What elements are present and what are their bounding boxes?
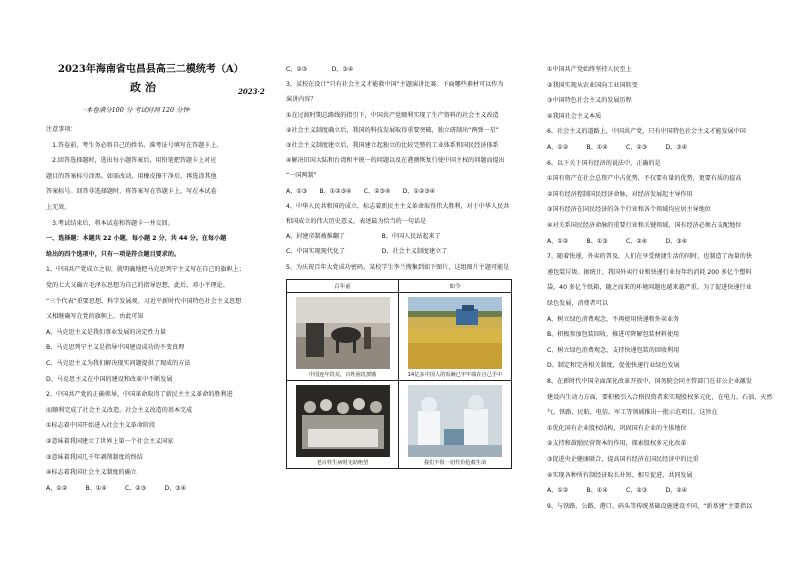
text-line: ②意味着我国建立了世界上第一个社会主义国家 [46,438,174,445]
text-line: A、①② B、①④ C、②③ D、③④ [46,484,187,492]
caption-harvest: 14亿多中国人的饭碗已牢牢端在自己手中 [407,372,503,378]
text-line: 2、中国共产党的正确领导，中国革命取得了新民主主义革命的胜利进 [46,391,233,399]
text-line: 建设内生动力方面，要积极引入合格投资者来实现股权多元化，在电力、石油、天然 [547,393,773,401]
text-line: ④我国社会主义本质 [547,112,602,120]
text-line: 又相继确写在党的旗帜上。由此可知 [46,313,144,321]
rice-harvest-photo [408,297,502,369]
text-line: ③中国特色社会主义的发展历程 [547,97,632,105]
text-line: 而顺利完成了社会主义改造。社会主义改造的基本完成 [46,406,193,414]
subject-heading: 政治 [130,81,160,94]
text-line: ①标志着中国开始进入社会主义革命阶段 [46,422,156,430]
text-line: 3、某校在设计“只有社会主义才能救中国”主题演讲比赛。下面哪些素材可以作为 [286,81,504,89]
text-line: 题目的答案标号涂黑。如需改动，用橡皮擦干净后，再选涂其他 [46,172,217,180]
text-line: 一、选择题：本题共 22 小题，每小题 2 分，共 44 分。在每小题 [46,235,227,243]
photo-cell-famine [287,293,399,381]
text-line: C、树立绿色消费观念，支持快递包装的回收利用 [547,346,680,354]
text-line: 5、为庆祝百年大党成功密码，某校学生李兰搜集到如下图片，这组图片主题可能是 [286,263,510,271]
exam-title: 2023年海南省屯昌县高三二模统考（A） [58,64,244,75]
text-line: 给出的四个选项中，只有一项是符合题目要求的。 [46,250,181,258]
text-line: 6、以下关于国有经济的说法中，正确的是 [547,159,661,167]
text-line: 2.回答选择题时，选出每小题答案后，用铅笔把答题卡上对应 [46,157,217,165]
text-line: 党的七大又确立毛泽东思想为自己的指导思想，此后，邓小平理论、 [46,282,229,289]
text-line: 答案标号。回答非选择题时，将答案写在答题卡上，写在本试卷 [46,188,217,196]
medical-staff-photo [408,385,502,457]
table-header-past: 百年前 [287,280,399,293]
text-line: A、封建帝制被推翻了 B、中国人民站起来了 [286,233,441,241]
text-line: ①中国共产党始终坚持人民至上 [547,66,632,73]
text-line: A、①② B、①④ C、②③ D、②④ [547,487,688,495]
photo-cell-rescue [399,381,512,469]
text-line: 上无效。 [46,204,71,211]
text-line: B、积极参加包装回收，推进可降解包装材料使用 [547,331,680,339]
text-line: 8、在新时代中国全面深化改革开放中，国务院会同主管部门在非公企业激发 [547,378,752,385]
text-line: 和国成立的伟大历史意义，表述最为恰当的一句话是 [286,218,427,225]
text-line: 袋，40 多亿个纸箱，随之而来的环境问题也越来越严重。为了促进快递行业 [547,284,752,292]
text-line: ④实现各种所有制经济取长补短、相互促进、共同发展 [547,471,693,479]
text-line: ②国有经济控制国民经济命脉，对经济发展起主导作用 [547,190,693,198]
text-line: ②我国实现从农业国向工业国转变 [547,81,638,89]
text-line: A、①② B、①③ C、②④ D、③④ [547,237,688,245]
text-line: ①在过渡时期总路线的指引下，中国共产党顺利实现了生产资料的社会主义改造 [286,111,499,119]
text-line: C、马克思主义为我们解决现实问题提供了现成的方法 [46,360,191,367]
text-line: “三个代表”重要思想、科学发展观、习近平新时代中国特色社会主义思想 [46,297,242,305]
photo-cell-harvest [399,293,512,381]
caption-famine: 中国连年饥荒，百姓困饥挨饿 [308,372,377,378]
text-line: ③社会主义制度建立后，我国建立起独立的比较完整的工业体系和国民经济体系 [286,142,499,149]
text-line: ③意味着我国几千年剥削制度的终结 [46,453,143,461]
text-line: 演讲内容？ [286,96,317,104]
text-line: 1.答卷前，考生务必将自己的姓名、准考证号填写在答题卡上。 [46,141,223,149]
text-line: 3.考试结束后，将本试卷和答题卡一并交回。 [46,219,174,227]
text-line: A、①② B、①④ C、②③ D、③④ [547,144,688,151]
text-line: 气、铁路、民航、电信、军工等领域推出一批示范项目。这旨在 [547,409,718,417]
text-line: 递包装垃圾。据统计，我国外卖行业和快递行业每年约消耗 200 多亿个塑料 [547,268,752,276]
text-line: 绿色发展，消费者可以 [547,300,608,307]
text-line: ④解决旧国大陆和台湾和平统一的问题以及在港澳恢复行使中国主权的问题而提出 [286,157,505,165]
text-line: ②社会主义制度确立后，我国的科技发展取得重要突破，独立研制出“两弹一星” [286,126,499,134]
text-line: 9、与铁路、公路、港口、码头等传统基础设施建设不同，“新基建”主要指以 [547,502,753,510]
text-line: C、中国实现现代化了 D、社会主义制度建立了 [286,248,448,256]
text-line: D、制定和完善相关制度，促使快递行业绿色发展 [547,362,680,370]
text-line: 4、中华人民共和国的成立，标志着新民主主义革命取得伟大胜利，对于中华人民共 [286,202,510,210]
text-line: ③国有经济在国民经济的各个行业和各个领域均应居主导地位 [547,206,711,214]
exam-date: 2023·2 [238,87,265,96]
farmer-ox-photo [296,297,390,369]
caption-sick: 老百姓生病时无助绝望 [316,460,369,466]
text-line: “一国两制” [286,172,317,180]
text-line: A、马克思主义是我们事业发展的决定性力量 [46,328,166,336]
text-line: 7、随着快递、外卖的普及，人们在享受便捷生活的同时，也制造了海量的快 [547,253,752,261]
photo-cell-sick [287,381,399,469]
text-line: ④对关系国民经济命脉的重要行业和关键领域，国有经济必须占支配地位 [547,222,742,229]
text-line: D、马克思主义在中国的建设和改革中不断发展 [46,375,173,383]
text-line: ①国有资产在社会总资产中占优势，不仅要有量的优势，更要有质的提高 [547,175,742,183]
text-line: ①优化国有企业股权结构，巩固国有企业的主体地位 [547,424,687,432]
text-line: ③促进央企健康联合，提高国有经济在国民经济中的比重 [547,456,699,463]
text-line: B、马克思列宁主义是指导中国建设成功的不变真理 [46,344,185,352]
text-line: ④标志着我国社会主义制度的确立 [46,469,137,477]
text-line: 注意事项： [46,126,77,133]
crowd-photo [296,385,390,457]
text-line: C、②③ D、③④ [286,66,354,73]
text-line: 6、社会主义的道路上，中国共产党，只有中国特色社会主义才能发展中国 [547,128,746,136]
photo-table [286,279,512,469]
table-header-now: 如今 [399,280,512,293]
caption-rescue: 我们不惧一切代价抢救生命 [423,460,487,466]
text-line: 1、中国共产党成立之初，就明确地把马克思列宁主义写在自己的旗帜上； [46,266,245,274]
exam-note: ·本卷满分100 分 考试时间 120 分钟· [84,106,191,114]
text-line: A、树立绿色消费观念，不再使用快递和外卖业务 [547,315,680,323]
text-line: ②支持和鼓励民营资本的作用，探索股权多元化改革 [547,440,687,448]
text-line: A、①③ B、①②③④ C、②③④ D、①②③④ [286,187,436,195]
